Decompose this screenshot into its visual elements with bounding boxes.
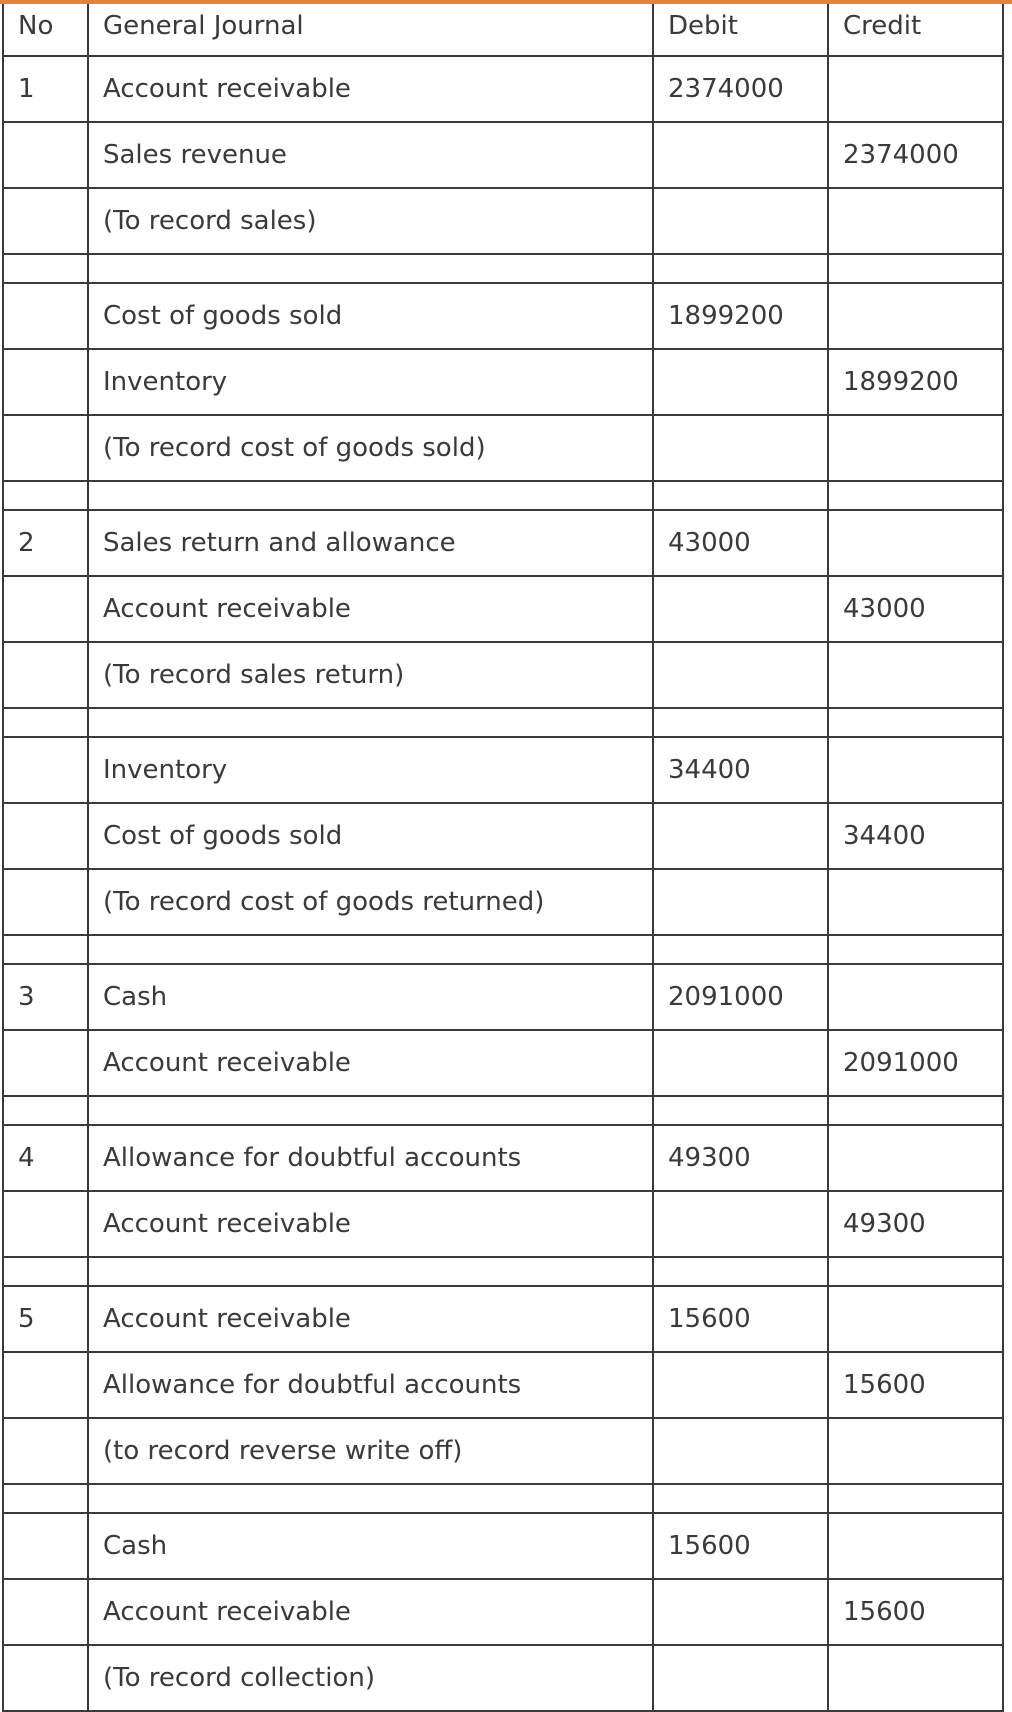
table-row <box>3 1191 1003 1257</box>
debit-amount-cell: 34400 <box>653 737 828 803</box>
table-row <box>3 510 1003 576</box>
header-general-journal: General Journal <box>88 0 653 56</box>
account-description-cell: Inventory <box>88 349 653 415</box>
account-description-cell: Sales return and allowance <box>88 510 653 576</box>
table-row <box>3 1352 1003 1418</box>
spacer-cell <box>828 1096 1003 1125</box>
table-row <box>3 737 1003 803</box>
entry-number-cell <box>3 1352 88 1418</box>
spacer-cell <box>3 935 88 964</box>
spacer-cell <box>828 1257 1003 1286</box>
spacer-cell <box>653 935 828 964</box>
spacer-cell <box>3 1484 88 1513</box>
spacer-row <box>3 481 1003 510</box>
account-description-cell: Account receivable <box>88 1030 653 1096</box>
table-row <box>3 1579 1003 1645</box>
table-row <box>3 349 1003 415</box>
account-description-cell: Account receivable <box>88 1191 653 1257</box>
debit-amount-cell <box>653 576 828 642</box>
account-description-cell: (To record sales return) <box>88 642 653 708</box>
debit-amount-cell <box>653 1579 828 1645</box>
credit-amount-cell: 15600 <box>828 1352 1003 1418</box>
debit-amount-cell <box>653 122 828 188</box>
spacer-cell <box>828 254 1003 283</box>
spacer-cell <box>88 935 653 964</box>
account-description-cell: Account receivable <box>88 56 653 122</box>
entry-number-cell <box>3 349 88 415</box>
spacer-cell <box>88 1257 653 1286</box>
credit-amount-cell: 2091000 <box>828 1030 1003 1096</box>
credit-amount-cell <box>828 642 1003 708</box>
credit-amount-cell <box>828 869 1003 935</box>
spacer-cell <box>3 1096 88 1125</box>
table-row <box>3 188 1003 254</box>
table-row <box>3 1645 1003 1711</box>
spacer-cell <box>653 481 828 510</box>
account-description-cell: Cost of goods sold <box>88 283 653 349</box>
spacer-cell <box>828 935 1003 964</box>
table-row <box>3 1286 1003 1352</box>
entry-number-cell: 5 <box>3 1286 88 1352</box>
debit-amount-cell <box>653 415 828 481</box>
table-row <box>3 56 1003 122</box>
spacer-cell <box>88 708 653 737</box>
spacer-cell <box>828 708 1003 737</box>
entry-number-cell <box>3 1030 88 1096</box>
entry-number-cell <box>3 1645 88 1711</box>
credit-amount-cell <box>828 56 1003 122</box>
account-description-cell: Account receivable <box>88 576 653 642</box>
table-row <box>3 1030 1003 1096</box>
account-description-cell: (To record cost of goods returned) <box>88 869 653 935</box>
account-description-cell: Account receivable <box>88 1286 653 1352</box>
credit-amount-cell: 49300 <box>828 1191 1003 1257</box>
table-row <box>3 283 1003 349</box>
spacer-row <box>3 254 1003 283</box>
header-credit: Credit <box>828 0 1003 56</box>
table-row <box>3 1125 1003 1191</box>
account-description-cell: Cash <box>88 964 653 1030</box>
spacer-cell <box>653 708 828 737</box>
spacer-cell <box>3 481 88 510</box>
account-description-cell: (To record cost of goods sold) <box>88 415 653 481</box>
table-row <box>3 415 1003 481</box>
entry-number-cell <box>3 576 88 642</box>
header-debit: Debit <box>653 0 828 56</box>
credit-amount-cell <box>828 1286 1003 1352</box>
spacer-cell <box>3 254 88 283</box>
debit-amount-cell: 2091000 <box>653 964 828 1030</box>
debit-amount-cell: 15600 <box>653 1513 828 1579</box>
entry-number-cell <box>3 803 88 869</box>
account-description-cell: Allowance for doubtful accounts <box>88 1125 653 1191</box>
credit-amount-cell <box>828 1513 1003 1579</box>
credit-amount-cell: 15600 <box>828 1579 1003 1645</box>
entry-number-cell <box>3 122 88 188</box>
table-row <box>3 1418 1003 1484</box>
account-description-cell: Allowance for doubtful accounts <box>88 1352 653 1418</box>
debit-amount-cell <box>653 188 828 254</box>
entry-number-cell <box>3 737 88 803</box>
entry-number-cell: 2 <box>3 510 88 576</box>
debit-amount-cell <box>653 803 828 869</box>
credit-amount-cell <box>828 510 1003 576</box>
account-description-cell: (to record reverse write off) <box>88 1418 653 1484</box>
spacer-row <box>3 1257 1003 1286</box>
debit-amount-cell: 15600 <box>653 1286 828 1352</box>
account-description-cell: Inventory <box>88 737 653 803</box>
debit-amount-cell <box>653 642 828 708</box>
table-row <box>3 803 1003 869</box>
entry-number-cell <box>3 1513 88 1579</box>
debit-amount-cell <box>653 1352 828 1418</box>
spacer-cell <box>88 1484 653 1513</box>
debit-amount-cell <box>653 1418 828 1484</box>
account-description-cell: (To record sales) <box>88 188 653 254</box>
spacer-cell <box>88 481 653 510</box>
spacer-cell <box>3 1257 88 1286</box>
credit-amount-cell: 1899200 <box>828 349 1003 415</box>
account-description-cell: (To record collection) <box>88 1645 653 1711</box>
entry-number-cell <box>3 869 88 935</box>
credit-amount-cell <box>828 188 1003 254</box>
spacer-cell <box>828 481 1003 510</box>
credit-amount-cell: 2374000 <box>828 122 1003 188</box>
spacer-cell <box>828 1484 1003 1513</box>
debit-amount-cell: 2374000 <box>653 56 828 122</box>
credit-amount-cell <box>828 1125 1003 1191</box>
entry-number-cell <box>3 283 88 349</box>
entry-number-cell <box>3 1191 88 1257</box>
account-description-cell: Sales revenue <box>88 122 653 188</box>
debit-amount-cell: 49300 <box>653 1125 828 1191</box>
credit-amount-cell <box>828 1418 1003 1484</box>
top-accent-bar <box>0 0 1012 4</box>
credit-amount-cell <box>828 415 1003 481</box>
table-header-row <box>3 0 1003 56</box>
debit-amount-cell <box>653 1191 828 1257</box>
spacer-row <box>3 935 1003 964</box>
debit-amount-cell <box>653 869 828 935</box>
debit-amount-cell <box>653 349 828 415</box>
table-row <box>3 642 1003 708</box>
table-row <box>3 869 1003 935</box>
debit-amount-cell: 1899200 <box>653 283 828 349</box>
journal-body <box>3 56 1003 1711</box>
spacer-row <box>3 1484 1003 1513</box>
debit-amount-cell <box>653 1030 828 1096</box>
account-description-cell: Cash <box>88 1513 653 1579</box>
general-journal-table <box>2 0 1004 1712</box>
credit-amount-cell <box>828 737 1003 803</box>
entry-number-cell <box>3 188 88 254</box>
entry-number-cell: 3 <box>3 964 88 1030</box>
header-no: No <box>3 0 88 56</box>
credit-amount-cell <box>828 1645 1003 1711</box>
entry-number-cell: 1 <box>3 56 88 122</box>
credit-amount-cell <box>828 283 1003 349</box>
account-description-cell: Cost of goods sold <box>88 803 653 869</box>
spacer-row <box>3 1096 1003 1125</box>
credit-amount-cell: 43000 <box>828 576 1003 642</box>
entry-number-cell <box>3 1418 88 1484</box>
spacer-cell <box>653 1096 828 1125</box>
spacer-cell <box>88 1096 653 1125</box>
debit-amount-cell <box>653 1645 828 1711</box>
spacer-cell <box>653 1484 828 1513</box>
spacer-cell <box>653 254 828 283</box>
entry-number-cell: 4 <box>3 1125 88 1191</box>
entry-number-cell <box>3 415 88 481</box>
credit-amount-cell <box>828 964 1003 1030</box>
entry-number-cell <box>3 642 88 708</box>
spacer-row <box>3 708 1003 737</box>
table-row <box>3 122 1003 188</box>
account-description-cell: Account receivable <box>88 1579 653 1645</box>
spacer-cell <box>3 708 88 737</box>
spacer-cell <box>653 1257 828 1286</box>
entry-number-cell <box>3 1579 88 1645</box>
debit-amount-cell: 43000 <box>653 510 828 576</box>
table-row <box>3 576 1003 642</box>
table-row <box>3 1513 1003 1579</box>
spacer-cell <box>88 254 653 283</box>
table-row <box>3 964 1003 1030</box>
credit-amount-cell: 34400 <box>828 803 1003 869</box>
